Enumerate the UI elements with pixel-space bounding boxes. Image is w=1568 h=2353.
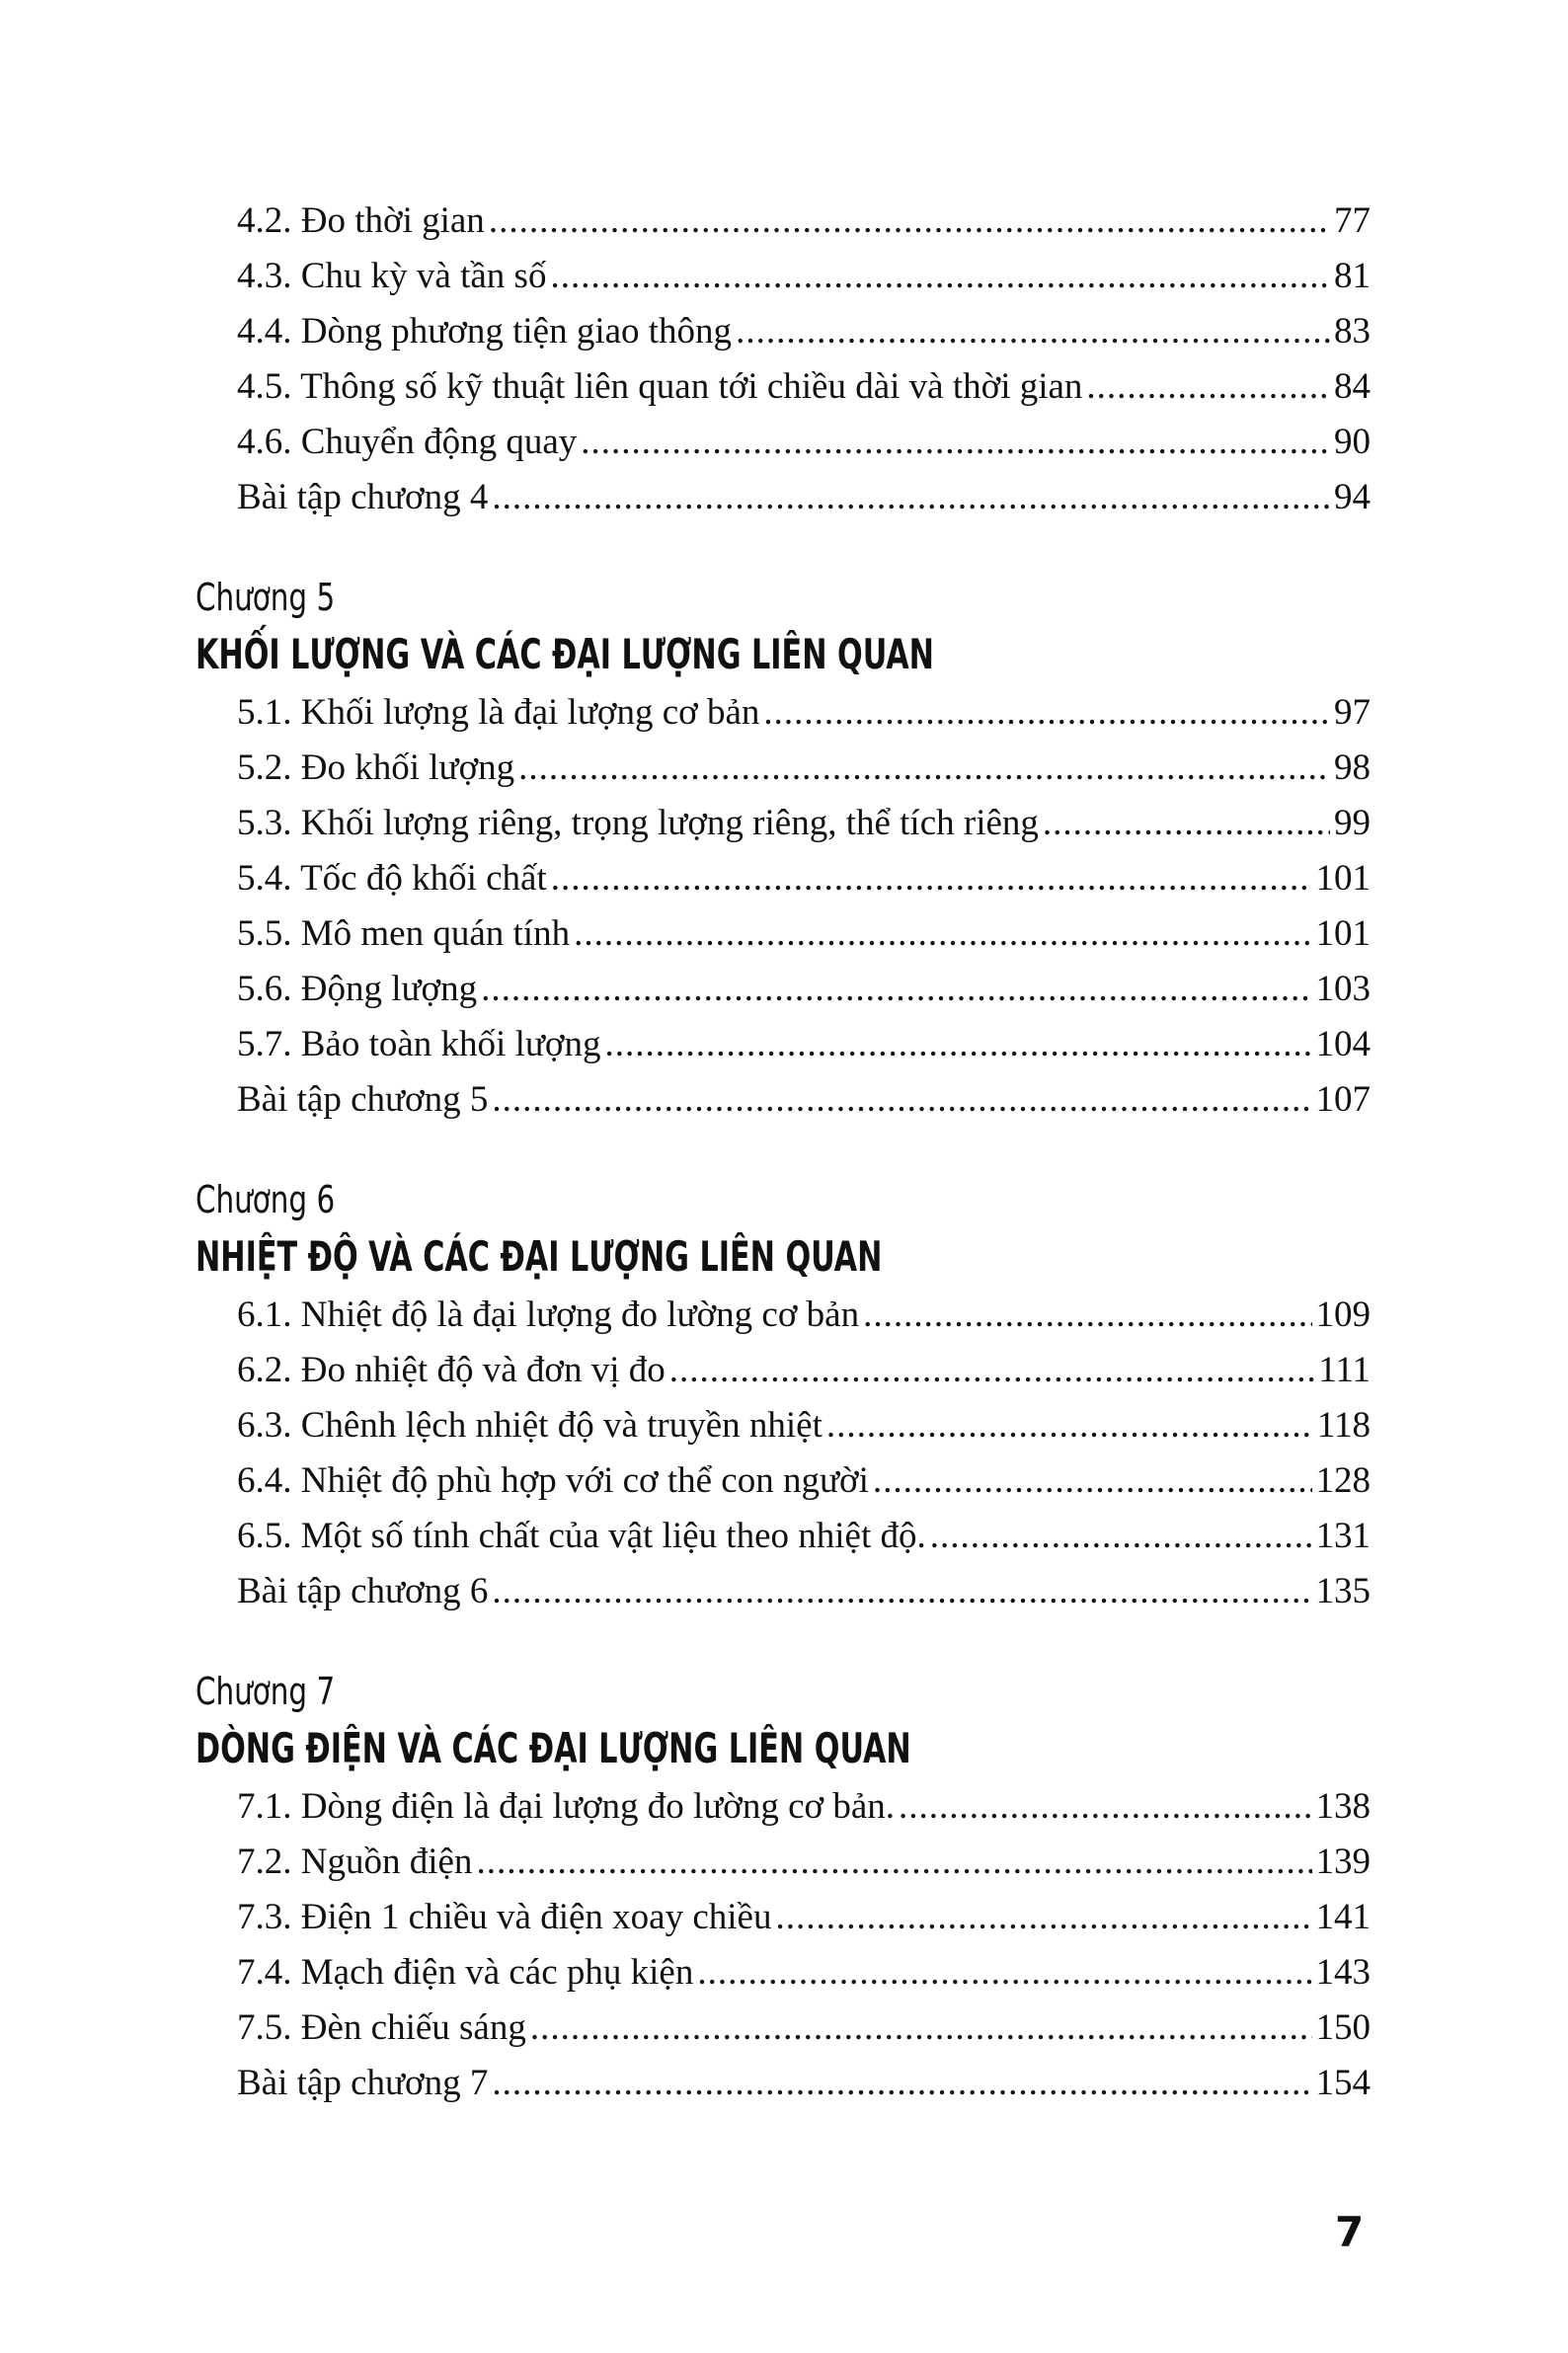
toc-entry-label: Bài tập chương 6 [237,1571,489,1611]
toc-entry-page: 83 [1334,311,1371,352]
dot-leader [899,1779,1311,1835]
toc-entry[interactable] [237,1398,1371,1453]
dot-leader [826,1398,1313,1453]
dot-leader [775,1890,1311,1945]
toc-entry[interactable] [237,685,1371,741]
toc-entry[interactable] [237,194,1371,249]
chapter-label: Chương 6 [196,1178,336,1221]
toc-entry-label: 5.2. Đo khối lượng [237,747,515,788]
toc-entry-label: 5.3. Khối lượng riêng, trọng lượng riêng, thể tích riêng [237,803,1039,843]
toc-chapter-5 [196,571,1371,1128]
dot-leader [550,249,1330,304]
toc-entry[interactable] [237,1564,1371,1619]
toc-entry-label: Bài tập chương 5 [237,1079,489,1120]
toc-entry-page: 77 [1334,200,1371,241]
chapter-title[interactable]: KHỐI LƯỢNG VÀ CÁC ĐẠI LƯỢNG LIÊN QUAN [196,630,934,678]
toc-entry[interactable] [237,249,1371,304]
toc-entry-page: 138 [1315,1786,1371,1827]
toc-entry-page: 109 [1315,1294,1371,1335]
dot-leader [1043,796,1330,851]
toc-entry[interactable] [237,470,1371,525]
toc-entry-label: 6.4. Nhiệt độ phù hợp với cơ thể con người [237,1460,869,1501]
toc-entry-label: Bài tập chương 7 [237,2063,489,2103]
toc-entry-label: Bài tập chương 4 [237,477,489,517]
toc-entry[interactable] [237,415,1371,470]
toc-entry[interactable] [237,304,1371,359]
dot-leader [551,851,1312,906]
toc-entry-page: 84 [1334,366,1371,407]
toc-entry-page: 131 [1315,1516,1371,1556]
toc-entry-page: 141 [1315,1897,1371,1937]
toc-entry-page: 150 [1315,2007,1371,2048]
toc-chapter-6 [196,1173,1371,1619]
dot-leader [736,304,1330,359]
toc-entry-label: 4.4. Dòng phương tiện giao thông [237,311,733,352]
toc-entry-page: 154 [1315,2063,1371,2103]
chapter-label: Chương 5 [196,576,336,619]
dot-leader [492,2056,1311,2111]
toc-entry-page: 90 [1334,422,1371,462]
toc-entry-page: 143 [1315,1952,1371,1993]
toc-entry[interactable] [237,1453,1371,1509]
toc-entry-page: 94 [1334,477,1371,517]
page-number: 7 [1335,2208,1365,2256]
chapter-label: Chương 7 [196,1670,336,1713]
toc-entry-page: 118 [1316,1405,1371,1446]
dot-leader [697,1945,1311,2000]
toc-entry-page: 111 [1318,1350,1371,1390]
dot-leader [763,685,1330,741]
toc-entry-page: 101 [1315,858,1371,899]
toc-entry-page: 97 [1334,692,1371,733]
dot-leader [863,1288,1311,1343]
toc-entry[interactable] [237,1945,1371,2000]
toc-entry-label: 4.5. Thông số kỹ thuật liên quan tới chiều dài và thời gian [237,366,1083,407]
toc-entry-label: 4.6. Chuyển động quay [237,422,578,462]
toc-entry-label: 7.2. Nguồn điện [237,1842,473,1882]
toc-entry-label: 6.1. Nhiệt độ là đại lượng đo lường cơ bản [237,1294,860,1335]
toc-entry-label: 7.4. Mạch điện và các phụ kiện [237,1952,694,1993]
toc-entry[interactable] [237,1779,1371,1835]
toc-entry-label: 4.3. Chu kỳ và tần số [237,256,547,296]
chapter-title[interactable]: DÒNG ĐIỆN VÀ CÁC ĐẠI LƯỢNG LIÊN QUAN [196,1724,911,1772]
toc-section-chapter-4-continued [196,194,1371,525]
dot-leader [481,962,1311,1017]
toc-entry-page: 99 [1334,803,1371,843]
dot-leader [581,415,1330,470]
toc-entry-label: 5.5. Mô men quán tính [237,913,571,954]
toc-entry[interactable] [237,1288,1371,1343]
dot-leader [489,194,1330,249]
dot-leader [574,906,1311,962]
toc-entry-label: 6.5. Một số tính chất của vật liệu theo nhiệt độ. [237,1516,926,1556]
toc-entry-page: 135 [1315,1571,1371,1611]
dot-leader [492,1072,1311,1128]
toc-entry-label: 7.1. Dòng điện là đại lượng đo lường cơ bản. [237,1786,896,1827]
toc-entry-label: 6.3. Chênh lệch nhiệt độ và truyền nhiệt [237,1405,823,1446]
toc-entry-page: 103 [1315,969,1371,1009]
toc-entry[interactable] [237,1072,1371,1128]
toc-chapter-7 [196,1665,1371,2111]
dot-leader [530,2000,1312,2056]
toc-entry-label: 5.7. Bảo toàn khối lượng [237,1024,601,1064]
toc-entry[interactable] [237,1343,1371,1398]
toc-entry-page: 107 [1315,1079,1371,1120]
toc-entry-label: 4.2. Đo thời gian [237,200,485,241]
toc-entry-page: 98 [1334,747,1371,788]
toc-entry[interactable] [237,1017,1371,1072]
toc-entry-page: 104 [1315,1024,1371,1064]
toc-entry[interactable] [237,796,1371,851]
chapter-title[interactable]: NHIỆT ĐỘ VÀ CÁC ĐẠI LƯỢNG LIÊN QUAN [196,1232,883,1281]
toc-entry[interactable] [237,906,1371,962]
toc-entry-label: 7.3. Điện 1 chiều và điện xoay chiều [237,1897,772,1937]
toc-entry-page: 101 [1315,913,1371,954]
toc-entry[interactable] [237,2000,1371,2056]
dot-leader [604,1017,1311,1072]
dot-leader [669,1343,1315,1398]
toc-entry[interactable] [237,359,1371,415]
toc-entry-label: 6.2. Đo nhiệt độ và đơn vị đo [237,1350,666,1390]
toc-entry[interactable] [237,1835,1371,1890]
dot-leader [1086,359,1330,415]
dot-leader [930,1509,1312,1564]
toc-entry[interactable] [237,851,1371,906]
dot-leader [492,470,1330,525]
toc-entry-page: 139 [1315,1842,1371,1882]
table-of-contents [196,194,1371,2111]
toc-entry[interactable] [237,2056,1371,2111]
toc-entry[interactable] [237,741,1371,796]
toc-entry-page: 81 [1334,256,1371,296]
toc-entry-label: 7.5. Đèn chiếu sáng [237,2007,526,2048]
toc-entry-page: 128 [1315,1460,1371,1501]
toc-entry[interactable] [237,962,1371,1017]
dot-leader [476,1835,1311,1890]
toc-entry-label: 5.1. Khối lượng là đại lượng cơ bản [237,692,760,733]
toc-entry-label: 5.4. Tốc độ khối chất [237,858,547,899]
toc-entry[interactable] [237,1509,1371,1564]
dot-leader [873,1453,1312,1509]
dot-leader [518,741,1330,796]
toc-entry-label: 5.6. Động lượng [237,969,478,1009]
dot-leader [492,1564,1311,1619]
toc-entry[interactable] [237,1890,1371,1945]
